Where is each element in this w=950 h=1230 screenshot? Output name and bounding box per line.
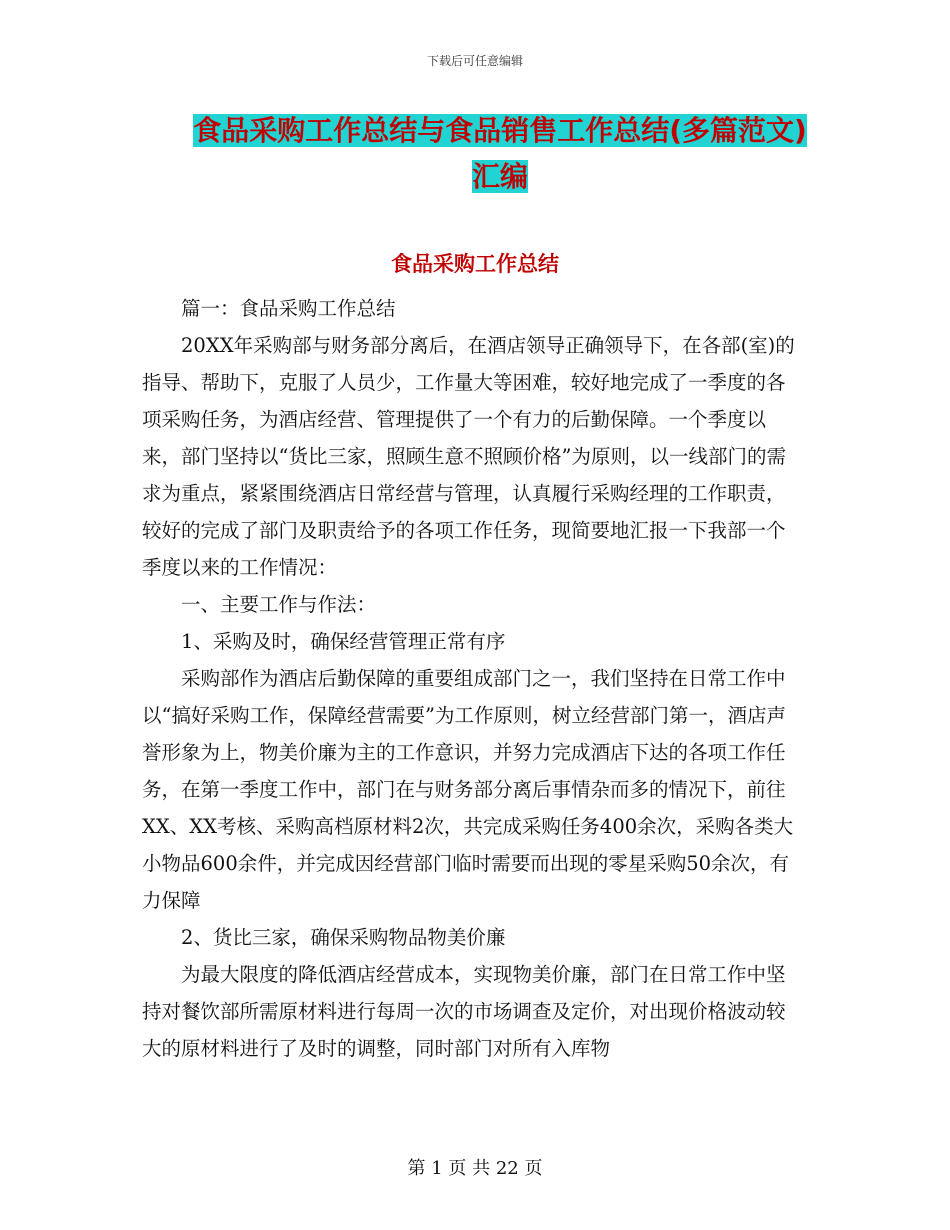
- page-footer: 第 1 页 共 22 页: [407, 1158, 543, 1179]
- paragraph: 采购部作为酒店后勤保障的重要组成部门之一，我们坚持在日常工作中以“搞好采购工作，保障经营需要”为工作原则，树立经营部门第一，酒店声誉形象为上，物美价廉为主的工作意识，并努力完成酒店下达的各项工作任务，在第一季度工作中，部门在与财务部分离后事情杂而多的情况下，前往XX、XX考核、采购高档原材料2次，共完成采购任务400余次，采购各类大小物品600余件，并完成因经营部门临时需要而出现的零星采购50余次，有力保障: [142, 667, 794, 912]
- section-title: 食品采购工作总结: [391, 252, 559, 276]
- paragraph: 1、采购及时，确保经营管理正常有序: [181, 630, 506, 653]
- paragraph: 为最大限度的降低酒店经营成本，实现物美价廉，部门在日常工作中坚持对餐饮部所需原材料进行每周一次的市场调查及定价，对出现价格波动较大的原材料进行了及时的调整，同时部门对所有入库物: [142, 963, 786, 1060]
- document-title-text: 食品采购工作总结与食品销售工作总结(多篇范文)汇编: [193, 114, 807, 193]
- paragraph: 2、货比三家，确保采购物品物美价廉: [181, 926, 506, 949]
- paragraph: 一、主要工作与作法：: [181, 593, 377, 616]
- header-note: 下载后可任意编辑: [426, 54, 523, 68]
- document-body: [142, 290, 802, 1067]
- document-title: [190, 108, 810, 200]
- paragraph: 20XX年采购部与财务部分离后，在酒店领导正确领导下，在各部(室)的指导、帮助下，克服了人员少，工作量大等困难，较好地完成了一季度的各项采购任务，为酒店经营、管理提供了一个有力的后勤保障。一个季度以来，部门坚持以“货比三家，照顾生意不照顾价格”为原则，以一线部门的需求为重点，紧紧围绕酒店日常经营与管理，认真履行采购经理的工作职责，较好的完成了部门及职责给予的各项工作任务，现简要地汇报一下我部一个季度以来的工作情况：: [142, 334, 795, 579]
- paragraph: 篇一：食品采购工作总结: [181, 297, 396, 320]
